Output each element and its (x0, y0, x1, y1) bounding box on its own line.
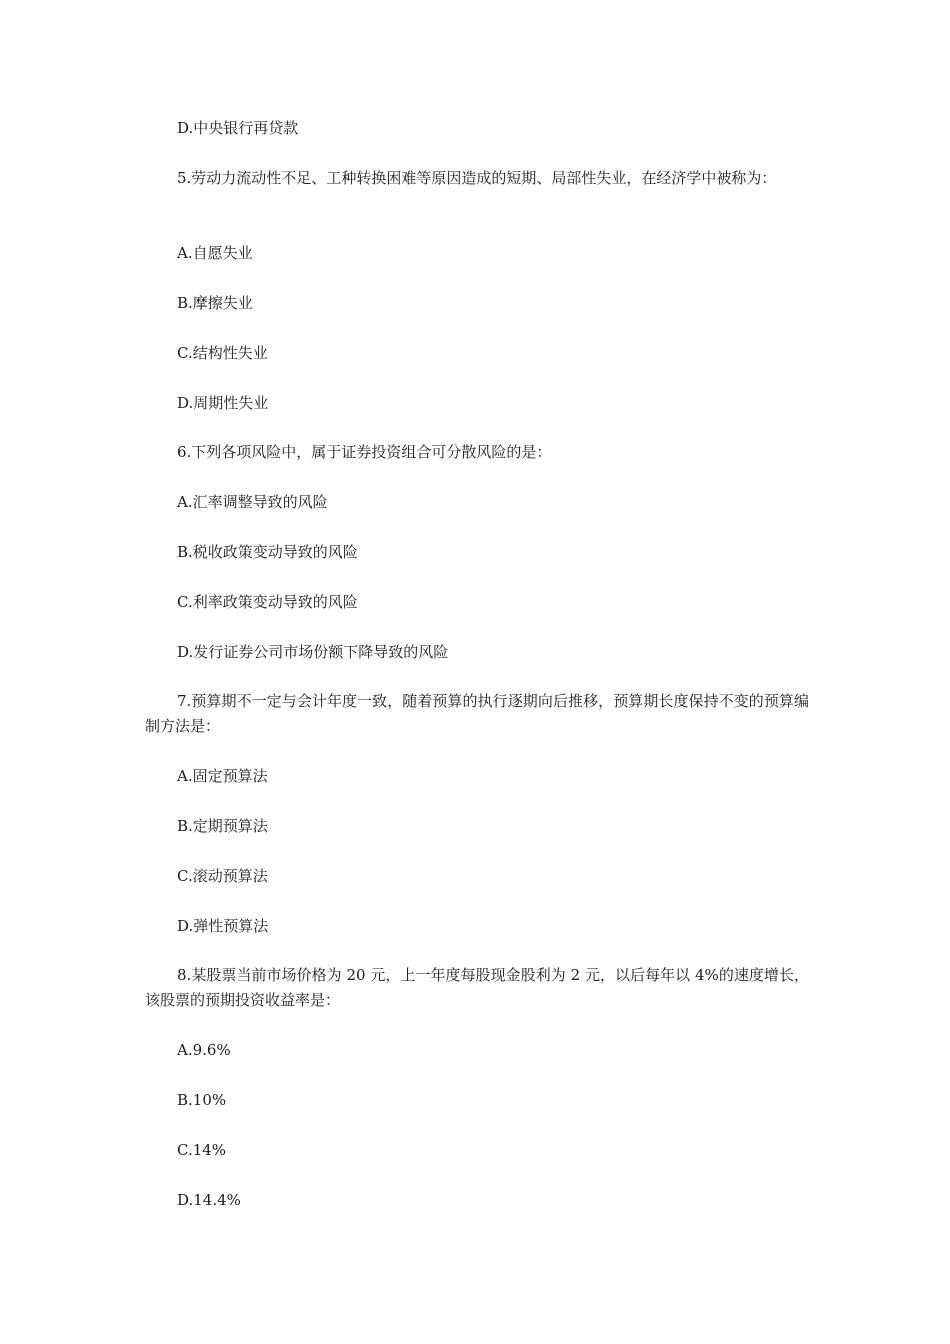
q8-option-d: D.14.4% (177, 1191, 241, 1209)
q8-stem: 8.某股票当前市场价格为 20 元，上一年度每股现金股利为 2 元，以后每年以 4%的速度增长，该股票的预期投资收益率是： (145, 966, 809, 1009)
q7-option-b: B.定期预算法 (177, 817, 268, 835)
q6-option-a: A.汇率调整导致的风险 (177, 493, 328, 511)
q7-option-d: D.弹性预算法 (177, 917, 269, 935)
q5-option-b: B.摩擦失业 (177, 294, 253, 312)
q5-stem: 5.劳动力流动性不足、工种转换困难等原因造成的短期、局部性失业，在经济学中被称为： (177, 169, 777, 187)
q7-stem: 7.预算期不一定与会计年度一致，随着预算的执行逐期向后推移，预算期长度保持不变的预算编制方法是： (145, 692, 809, 735)
q8-option-a: A.9.6% (177, 1041, 231, 1059)
q6-stem: 6.下列各项风险中，属于证券投资组合可分散风险的是： (177, 443, 552, 461)
q6-option-c: C.利率政策变动导致的风险 (177, 593, 358, 611)
q4-option-d: D.中央银行再贷款 (177, 119, 299, 137)
q8-option-c: C.14% (177, 1141, 227, 1159)
q5-option-d: D.周期性失业 (177, 394, 269, 412)
q5-option-a: A.自愿失业 (177, 244, 253, 262)
q7-option-c: C.滚动预算法 (177, 867, 268, 885)
q5-option-c: C.结构性失业 (177, 344, 268, 362)
q7-option-a: A.固定预算法 (177, 767, 268, 785)
q6-option-d: D.发行证券公司市场份额下降导致的风险 (177, 643, 449, 661)
q8-option-b: B.10% (177, 1091, 227, 1109)
q6-option-b: B.税收政策变动导致的风险 (177, 543, 358, 561)
